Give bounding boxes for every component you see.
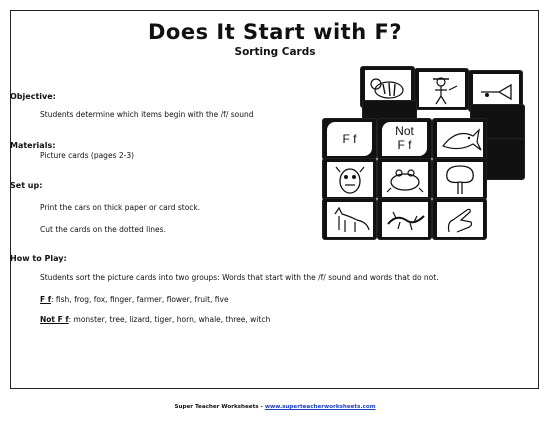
- setup-step-2: Cut the cards on the dotted lines.: [40, 225, 166, 234]
- not-ff-word-list: [40, 315, 270, 324]
- how-to-play-text: Students sort the picture cards into two groups: Words that start with the /f/ sound and words that do not.: [40, 273, 439, 282]
- finger-icon: [437, 202, 483, 237]
- lizard-icon: [382, 202, 428, 237]
- page-title: Does It Start with F?: [147, 20, 403, 44]
- card-ff: [322, 118, 377, 160]
- monster-icon: [327, 162, 373, 197]
- footer: [0, 404, 550, 410]
- footer-link[interactable]: www.superteacherworksheets.com: [264, 404, 376, 410]
- card-not-ff-label: F f: [397, 138, 412, 152]
- card-not-label: Not: [395, 124, 414, 138]
- card-fox: [322, 198, 377, 240]
- page-subtitle: Sorting Cards: [234, 46, 316, 58]
- ff-words: : fish, frog, fox, finger, farmer, flower, fruit, five: [51, 295, 229, 304]
- frog-icon: [382, 162, 428, 197]
- ff-word-list: [40, 295, 229, 304]
- footer-prefix: Super Teacher Worksheets -: [174, 404, 265, 410]
- not-ff-words: : monster, tree, lizard, tiger, horn, whale, three, witch: [68, 315, 271, 324]
- card-tree: [432, 158, 487, 200]
- materials-heading: Materials:: [10, 141, 56, 150]
- card-fish: [432, 118, 487, 160]
- objective-text: Students determine which items begin with the /f/ sound: [40, 110, 254, 119]
- materials-text: Picture cards (pages 2-3): [40, 151, 135, 160]
- fish-icon: [437, 122, 483, 157]
- how-to-play-heading: How to Play:: [10, 254, 67, 263]
- tree-icon: [437, 162, 483, 197]
- card-farmer: [414, 68, 469, 110]
- not-ff-label: Not F f: [40, 315, 69, 324]
- card-frog: [377, 158, 432, 200]
- card-monster: [322, 158, 377, 200]
- fox-icon: [327, 202, 373, 237]
- card-finger: [432, 198, 487, 240]
- card-not-ff: [377, 118, 432, 160]
- objective-heading: Objective:: [10, 92, 56, 101]
- card-ff-label: F f: [342, 132, 357, 146]
- setup-step-1: Print the cars on thick paper or card stock.: [40, 203, 201, 212]
- setup-heading: Set up:: [10, 181, 43, 190]
- ff-label: F f: [40, 295, 51, 304]
- card-lizard: [377, 198, 432, 240]
- farmer-icon: [419, 72, 465, 107]
